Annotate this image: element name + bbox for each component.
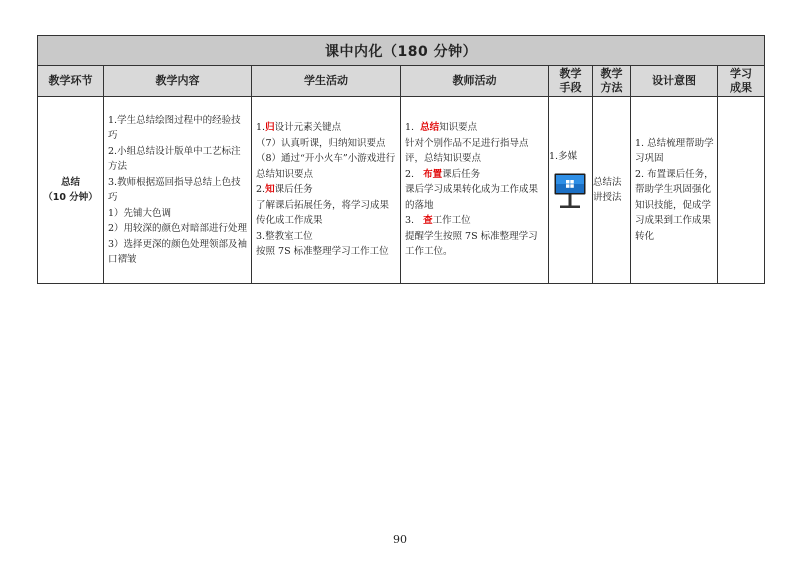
student-item-2 xyxy=(256,182,397,198)
header-stage: 教学环节 xyxy=(38,66,104,97)
stage-cell xyxy=(38,97,104,284)
header-outcome: 学习 成果 xyxy=(718,66,765,97)
content-line: 3.教师根据巡回指导总结上色技巧 xyxy=(108,176,241,203)
header-content: 教学内容 xyxy=(104,66,252,97)
header-design-intent: 设计意图 xyxy=(631,66,718,97)
item-number: 1. xyxy=(405,122,421,134)
item-text: 课后任务 xyxy=(274,184,313,196)
teaching-method-cell: 总结法讲授法 xyxy=(593,97,631,284)
content-line: 2.小组总结设计版单中工艺标注方法 xyxy=(108,145,241,172)
teacher-item-1 xyxy=(405,120,545,136)
teacher-line: 针对个别作品不足进行指导点评，总结知识要点 xyxy=(405,137,529,165)
header-means: 教学 手段 xyxy=(549,66,593,97)
student-item-1 xyxy=(256,120,397,136)
key-word-highlight: 总结 xyxy=(420,122,440,134)
teacher-item-2 xyxy=(405,167,545,183)
student-line: 按照 7S 标准整理学习工作工位 xyxy=(256,246,389,258)
item-text: 工作工位 xyxy=(432,215,471,227)
item-number: 3. xyxy=(405,215,424,227)
stage-duration: （10 分钟） xyxy=(43,192,98,203)
learning-outcome-cell xyxy=(718,97,765,284)
teacher-item-3 xyxy=(405,213,545,229)
page-number: 90 xyxy=(393,533,407,546)
item-number: 1. xyxy=(256,122,266,134)
teacher-line: 提醒学生按照 7S 标准整理学习工作工位。 xyxy=(405,230,538,258)
content-line: 2）用较深的颜色对暗部进行处理 xyxy=(108,223,248,234)
student-line: 了解课后拓展任务，将学习成果传化成工作成果 xyxy=(256,199,390,227)
teaching-means-cell xyxy=(549,97,593,284)
monitor-on-stand-icon xyxy=(554,173,586,209)
student-line: 3.整教室工位 xyxy=(256,230,313,242)
table-title: 课中内化（180 分钟） xyxy=(38,36,765,66)
key-word-highlight: 布置 xyxy=(423,168,443,180)
header-teacher-activity: 教师活动 xyxy=(401,66,549,97)
item-text: 知识要点 xyxy=(439,122,478,134)
content-line: 1）先铺大色调 xyxy=(108,207,172,219)
stage-name: 总结 xyxy=(60,176,80,188)
key-word-highlight: 知 xyxy=(265,184,275,196)
content-line: 1.学生总结绘图过程中的经验技巧 xyxy=(108,114,241,141)
item-text: 课后任务 xyxy=(442,168,481,180)
key-word-highlight: 归 xyxy=(265,122,275,134)
lesson-plan-table xyxy=(37,35,765,284)
intent-line: 2. 布置课后任务，帮助学生巩固强化知识技能，促成学习成果到工作成果转化 xyxy=(635,168,714,242)
item-number: 2. xyxy=(405,168,424,180)
item-text: 设计元素关键点 xyxy=(274,122,342,134)
student-line: （8）通过“开小火车”小游戏进行总结知识要点 xyxy=(256,153,396,180)
header-method: 教学 方法 xyxy=(593,66,631,97)
content-cell xyxy=(104,97,252,284)
content-line: 3）选择更深的颜色处理领部及袖口褶皱 xyxy=(108,238,248,265)
student-activity-cell xyxy=(252,97,401,284)
design-intent-cell xyxy=(631,97,718,284)
teacher-activity-cell xyxy=(401,97,549,284)
teacher-line: 课后学习成果转化成为工作成果的落地 xyxy=(405,184,539,211)
key-word-highlight: 查 xyxy=(423,215,433,227)
student-line: （7）认真听课，归纳知识要点 xyxy=(256,137,386,149)
header-student-activity: 学生活动 xyxy=(252,66,401,97)
item-number: 2. xyxy=(256,184,266,196)
intent-line: 1. 总结梳理帮助学习巩固 xyxy=(635,137,714,165)
means-label: 1.多媒 xyxy=(549,151,578,163)
